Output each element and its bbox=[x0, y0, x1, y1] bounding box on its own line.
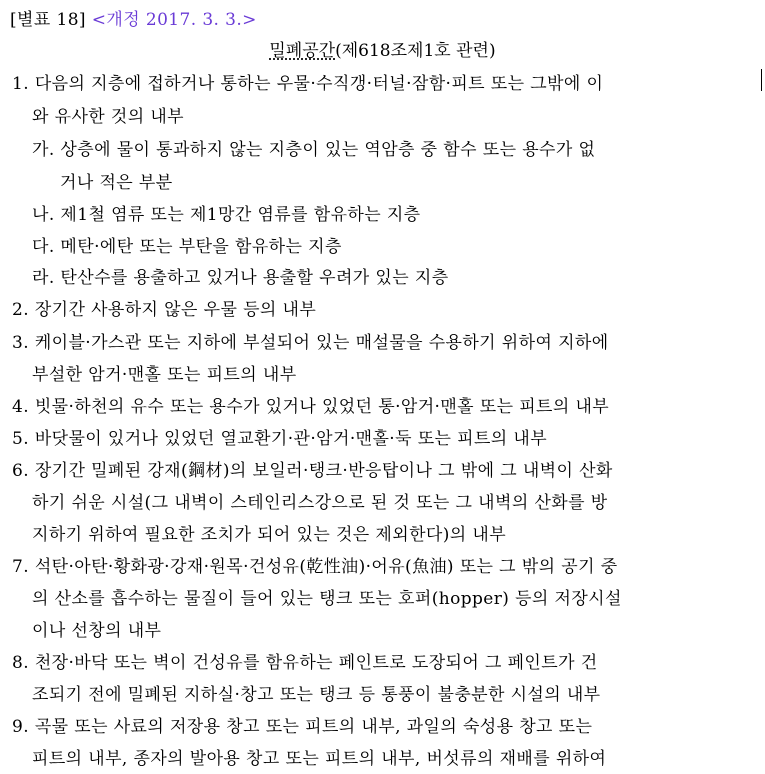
subitem-ra: 라. 탄산수를 용출하고 있거나 용출할 우려가 있는 지층 bbox=[32, 268, 449, 288]
item-6-line-3: 지하기 위하여 필요한 조치가 되어 있는 것은 제외한다)의 내부 bbox=[32, 525, 507, 545]
title-main: 밀폐공간 bbox=[269, 41, 336, 61]
item-4: 4. 빗물·하천의 유수 또는 용수가 있거나 있었던 통·암거·맨홀 또는 피트의 내부 bbox=[12, 397, 610, 417]
item-8-line-1: 8. 천장·바닥 또는 벽이 건성유를 함유하는 페인트로 도장되어 그 페인트가 건 bbox=[12, 653, 598, 673]
text-cursor-mark bbox=[761, 69, 762, 91]
document-header bbox=[10, 9, 257, 31]
subitem-ga-line-1: 가. 상층에 물이 통과하지 않는 지층이 있는 역암층 중 함수 또는 용수가 없 bbox=[32, 140, 596, 160]
item-5: 5. 바닷물이 있거나 있었던 열교환기·관·암거·맨홀·둑 또는 피트의 내부 bbox=[12, 429, 548, 449]
item-6-line-2: 하기 쉬운 시설(그 내벽이 스테인리스강으로 된 것 또는 그 내벽의 산화를 방 bbox=[32, 493, 608, 513]
item-9-line-2: 피트의 내부, 종자의 발아용 창고 또는 피트의 내부, 버섯류의 재배를 위하여 bbox=[32, 749, 607, 769]
document-title bbox=[0, 40, 765, 62]
amendment-date-link[interactable]: <개정 2017. 3. 3.> bbox=[91, 10, 257, 30]
item-7-line-1: 7. 석탄·아탄·황화광·강재·원목·건성유(乾性油)·어유(魚油) 또는 그 밖의 공기 중 bbox=[12, 557, 618, 577]
subitem-na: 나. 제1철 염류 또는 제1망간 염류를 함유하는 지층 bbox=[32, 205, 421, 225]
subitem-ga-line-2: 거나 적은 부분 bbox=[60, 173, 173, 193]
item-1-line-2: 와 유사한 것의 내부 bbox=[32, 107, 184, 127]
title-reference: (제618조제1호 관련) bbox=[335, 41, 496, 61]
item-3-line-1: 3. 케이블·가스관 또는 지하에 부설되어 있는 매설물을 수용하기 위하여 지하에 bbox=[12, 333, 609, 353]
item-6-line-1: 6. 장기간 밀폐된 강재(鋼材)의 보일러·탱크·반응탑이나 그 밖에 그 내벽이 산화 bbox=[12, 461, 613, 481]
item-7-line-3: 이나 선창의 내부 bbox=[32, 621, 162, 641]
item-9-line-1: 9. 곡물 또는 사료의 저장용 창고 또는 피트의 내부, 과일의 숙성용 창고 또는 bbox=[12, 717, 593, 737]
item-1-line-1: 1. 다음의 지층에 접하거나 통하는 우물·수직갱·터널·잠함·피트 또는 그밖에 이 bbox=[12, 74, 604, 94]
item-7-line-2: 의 산소를 흡수하는 물질이 들어 있는 탱크 또는 호퍼(hopper) 등의 저장시설 bbox=[32, 589, 622, 609]
item-3-line-2: 부설한 암거·맨홀 또는 피트의 내부 bbox=[32, 365, 297, 385]
item-8-line-2: 조되기 전에 밀폐된 지하실·창고 또는 탱크 등 통풍이 불충분한 시설의 내부 bbox=[32, 685, 601, 705]
subitem-da: 다. 메탄·에탄 또는 부탄을 함유하는 지층 bbox=[32, 237, 342, 257]
annex-tag: [별표 18] bbox=[10, 10, 86, 30]
item-2: 2. 장기간 사용하지 않은 우물 등의 내부 bbox=[12, 300, 317, 320]
